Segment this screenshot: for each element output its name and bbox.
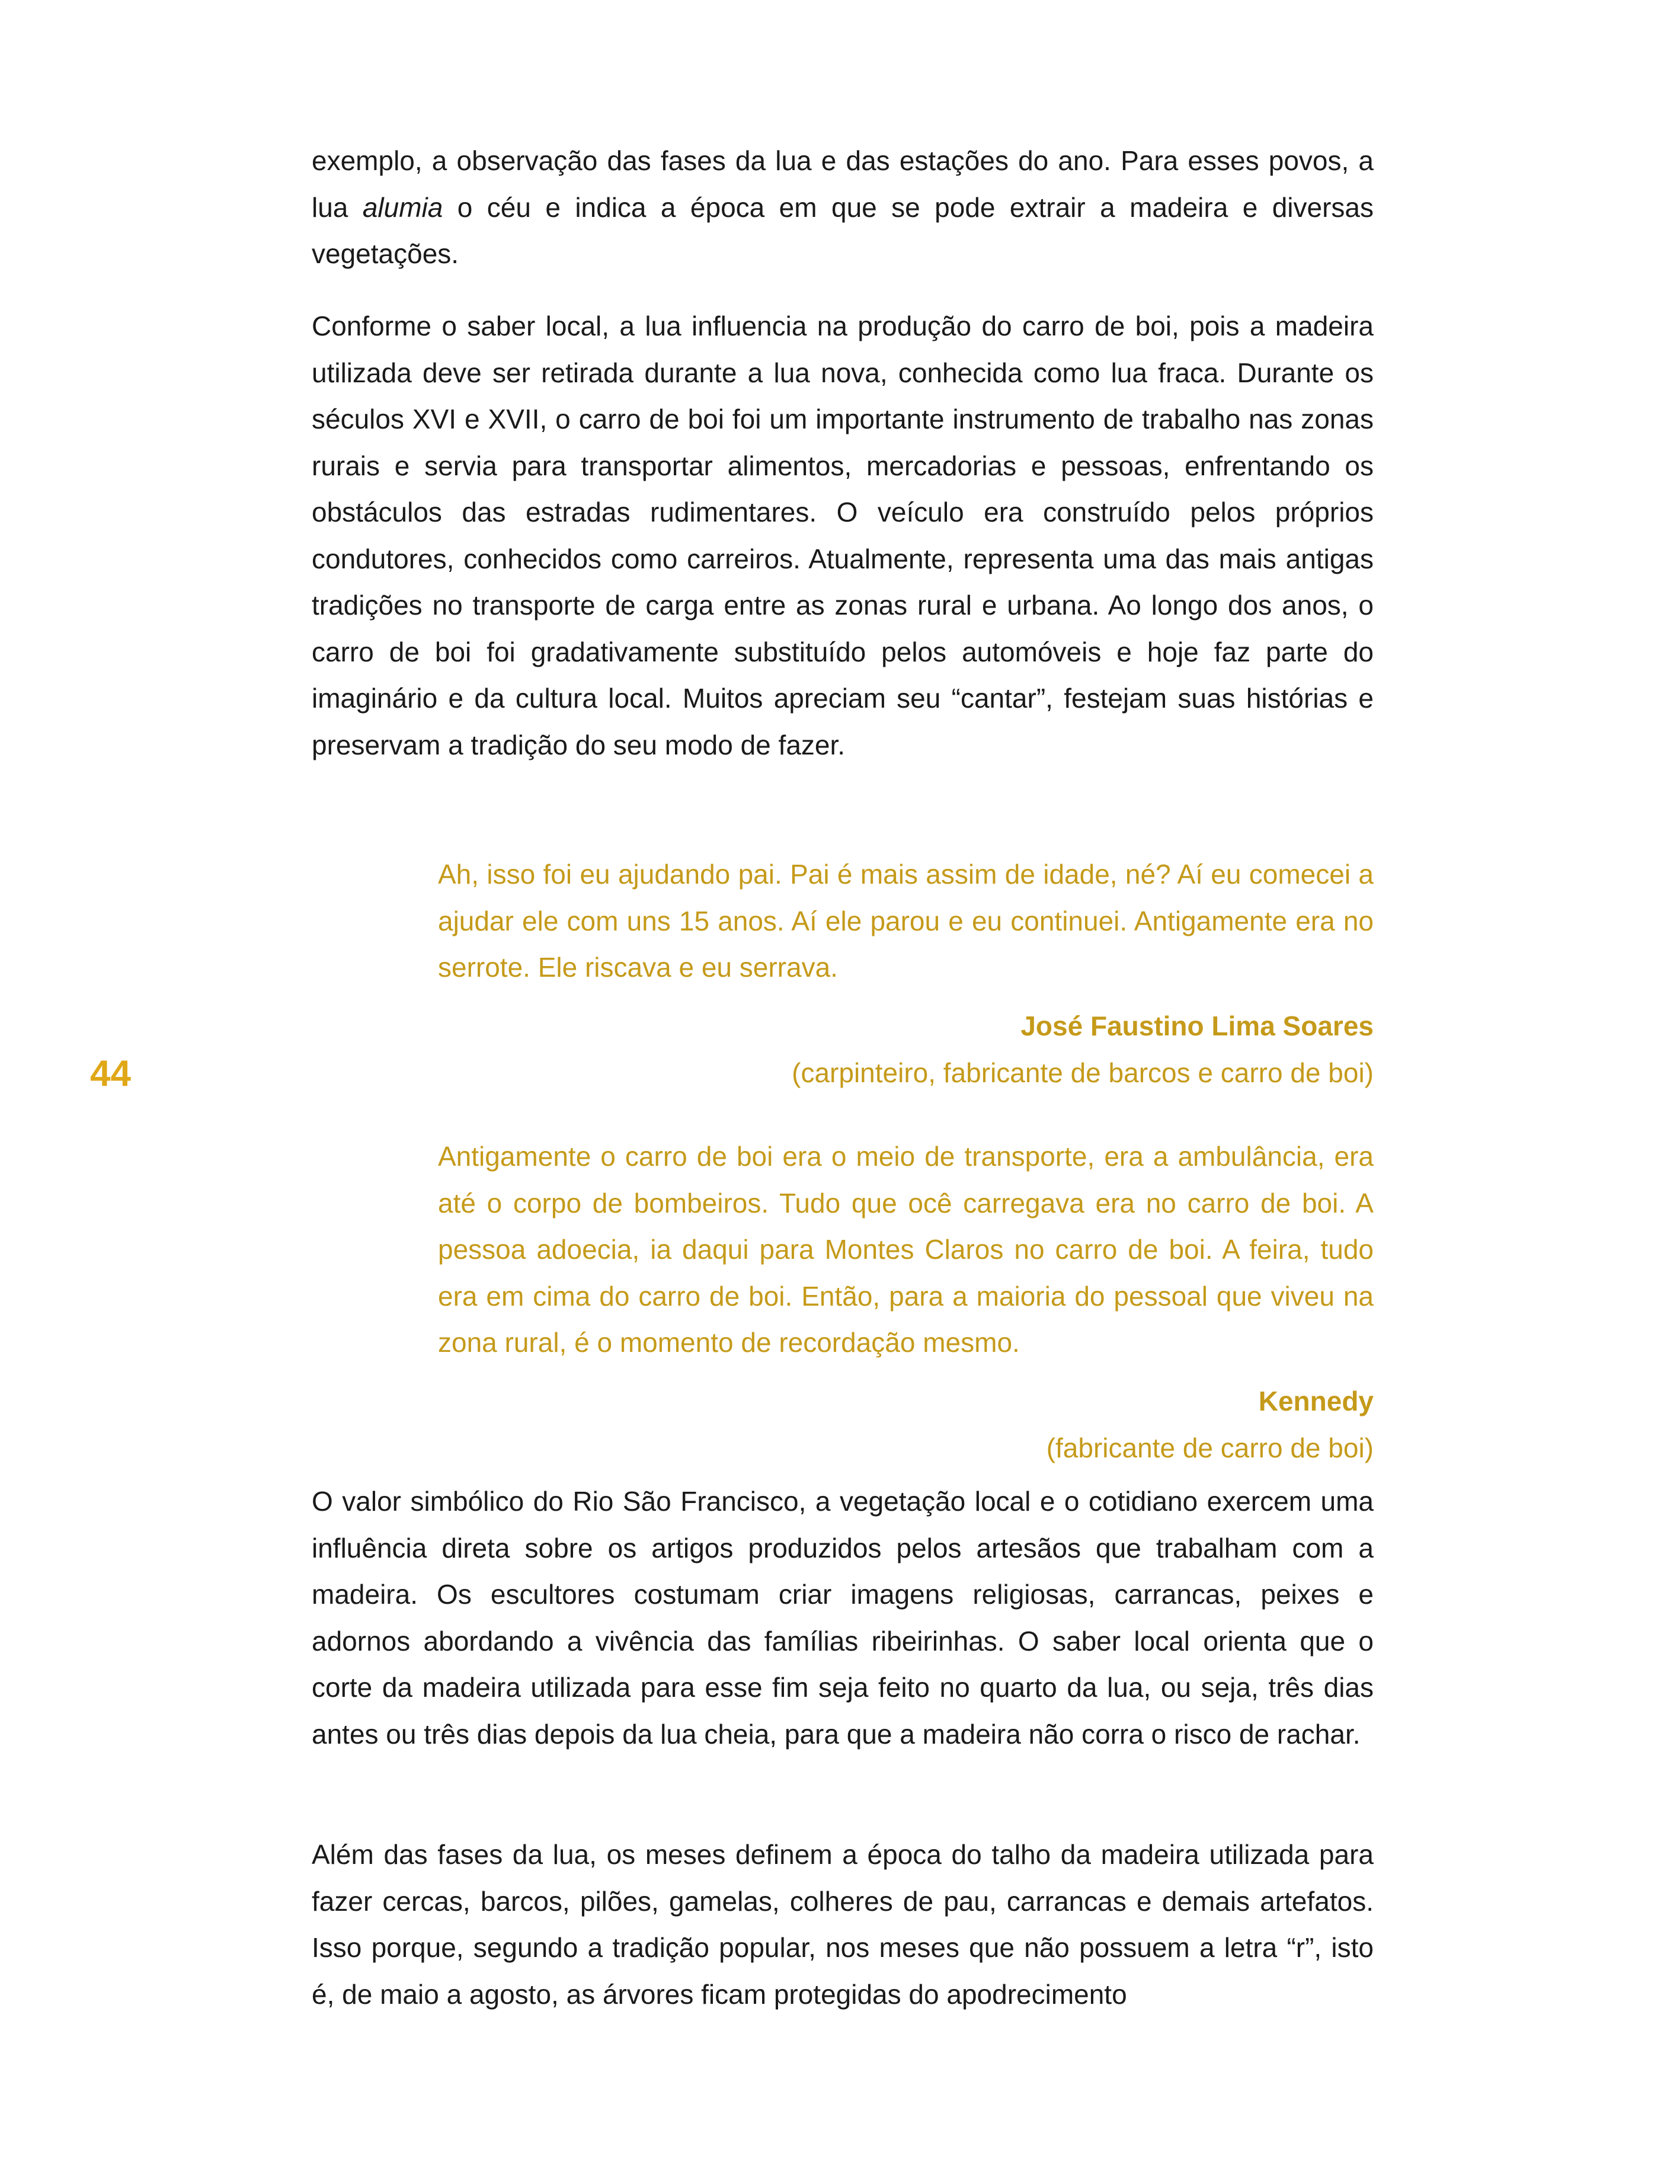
quote-2-author: Kennedy — [1258, 1386, 1374, 1416]
paragraph-4 — [312, 1831, 1374, 2017]
paragraph-1 — [312, 138, 1374, 277]
page-number: 44 — [90, 1053, 131, 1094]
paragraph-4-text: Além das fases da lua, os meses definem a época do talho da madeira utilizada para fazer cercas, barcos, pilões, gamelas, colheres de pau, carrancas e demais artefatos. Isso porque, segundo a tradição popular, nos meses que não possuem a letra “r”, isto é, de maio a agosto, as árvores ficam protegidas do apodrecimento — [312, 1839, 1374, 2010]
paragraph-3-text: O valor simbólico do Rio São Francisco, a vegetação local e o cotidiano exercem uma influência direta sobre os artigos produzidos pelos artesãos que trabalham com a madeira. Os escultores costumam criar imagens religiosas, carrancas, peixes e adornos abordando a vivência das famílias ribeirinhas. O saber local orienta que o corte da madeira utilizada para esse fim seja feito no quarto da lua, ou seja, três dias antes ou três dias depois da lua cheia, para que a madeira não corra o risco de rachar. — [312, 1486, 1374, 1750]
quote-1-role: (carpinteiro, fabricante de barcos e carro de boi) — [792, 1057, 1374, 1088]
quote-1-text: Ah, isso foi eu ajudando pai. Pai é mais assim de idade, né? Aí eu comecei a ajudar ele com uns 15 anos. Aí ele parou e eu continuei. Antigamente era no serrote. Ele riscava e eu serrava. — [438, 859, 1374, 983]
paragraph-2 — [312, 303, 1374, 768]
quote-2-role: (fabricante de carro de boi) — [1046, 1432, 1374, 1463]
paragraph-1-emphasis: alumia — [362, 191, 443, 223]
paragraph-2-text: Conforme o saber local, a lua influencia na produção do carro de boi, pois a madeira utilizada deve ser retirada durante a lua nova, conhecida como lua fraca. Durante os séculos XVI e XVII, o carro de boi foi um importante instrumento de trabalho nas zonas rurais e servia para transportar alimentos, mercadorias e pessoas, enfrentando os obstáculos das estradas rudimentares. O veículo era construído pelos próprios condutores, conhecidos como carreiros. Atualmente, representa uma das mais antigas tradições no transporte de carga entre as zonas rural e urbana. Ao longo dos anos, o carro de boi foi gradativamente substituído pelos automóveis e hoje faz parte do imaginário e da cultura local. Muitos apreciam seu “cantar”, festejam suas histórias e preservam a tradição do seu modo de fazer. — [312, 311, 1374, 760]
paragraph-3 — [312, 1478, 1374, 1757]
paragraph-1-text-a: exemplo, a observação das fases da lua e das estações do ano. Para esses povos, a lua — [312, 145, 1374, 223]
quote-1-author: José Faustino Lima Soares — [1020, 1011, 1374, 1041]
quote-2-text: Antigamente o carro de boi era o meio de transporte, era a ambulância, era até o corpo de bombeiros. Tudo que ocê carregava era no carro de boi. A pessoa adoecia, ia daqui para Montes Claros no carro de boi. A feira, tudo era em cima do carro de boi. Então, para a maioria do pessoal que viveu na zona rural, é o momento de recordação mesmo. — [438, 1141, 1374, 1358]
paragraph-1-text-b: o céu e indica a época em que se pode extrair a madeira e diversas vegetações. — [312, 191, 1374, 269]
